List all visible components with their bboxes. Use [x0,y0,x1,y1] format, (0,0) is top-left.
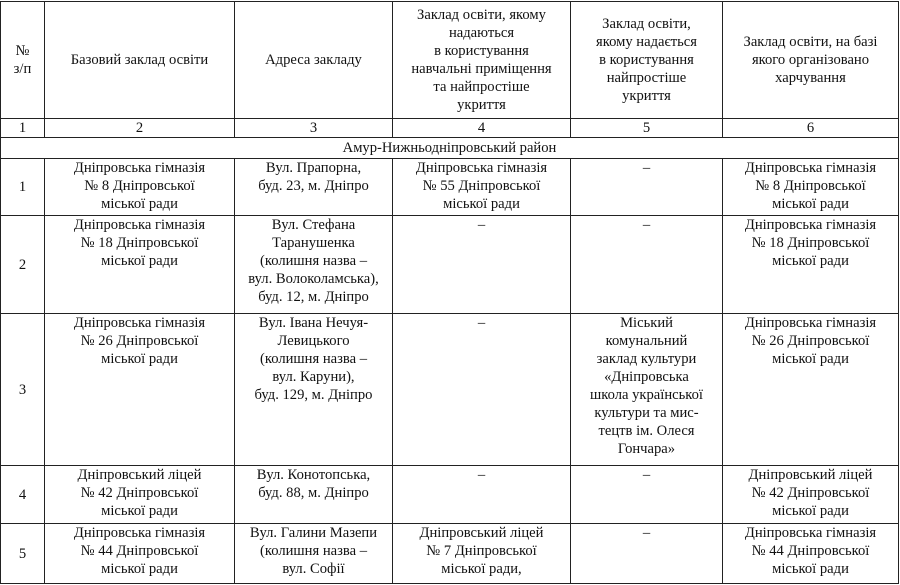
row-number: 4 [1,466,45,524]
row-number: 5 [1,524,45,584]
shelter-school-cell: – [571,466,723,524]
header-premises-school: Заклад освіти, якому надаються в користування навчальні приміщення та найпростіше укриття [393,2,571,119]
column-number: 5 [571,119,723,138]
premises-school-cell: Дніпровська гімназія № 55 Дніпровської міської ради [393,159,571,216]
column-number: 2 [45,119,235,138]
shelter-school-cell: – [571,216,723,314]
base-school-cell: Дніпровська гімназія № 18 Дніпровської міської ради [45,216,235,314]
header-row [1,2,899,119]
address-cell: Вул. Галини Мазепи (колишня назва – вул. Софії [235,524,393,584]
column-number: 6 [723,119,899,138]
premises-school-cell: – [393,216,571,314]
premises-school-cell: Дніпровський ліцей № 7 Дніпровської міської ради, [393,524,571,584]
row-number: 1 [1,159,45,216]
food-school-cell: Дніпровська гімназія № 18 Дніпровської міської ради [723,216,899,314]
schools-table [0,1,899,584]
food-school-cell: Дніпровська гімназія № 26 Дніпровської міської ради [723,314,899,466]
table-row [1,216,899,314]
base-school-cell: Дніпровська гімназія № 44 Дніпровської міської ради [45,524,235,584]
premises-school-cell: – [393,314,571,466]
header-base-school: Базовий заклад освіти [45,2,235,119]
shelter-school-cell: Міський комунальний заклад культури «Дніпровська школа української культури та мис- тецтв ім. Олеся Гончара» [571,314,723,466]
column-number: 3 [235,119,393,138]
address-cell: Вул. Стефана Таранушенка (колишня назва – вул. Волоколамська), буд. 12, м. Дніпро [235,216,393,314]
row-number: 3 [1,314,45,466]
header-number: № з/п [1,2,45,119]
row-number: 2 [1,216,45,314]
table-row [1,466,899,524]
column-number: 1 [1,119,45,138]
base-school-cell: Дніпровський ліцей № 42 Дніпровської міської ради [45,466,235,524]
food-school-cell: Дніпровська гімназія № 8 Дніпровської міської ради [723,159,899,216]
table-row [1,159,899,216]
address-cell: Вул. Івана Нечуя- Левицького (колишня назва – вул. Каруни), буд. 129, м. Дніпро [235,314,393,466]
base-school-cell: Дніпровська гімназія № 8 Дніпровської міської ради [45,159,235,216]
table-row [1,524,899,584]
premises-school-cell: – [393,466,571,524]
base-school-cell: Дніпровська гімназія № 26 Дніпровської міської ради [45,314,235,466]
shelter-school-cell: – [571,524,723,584]
header-food-school: Заклад освіти, на базі якого організовано харчування [723,2,899,119]
address-cell: Вул. Прапорна, буд. 23, м. Дніпро [235,159,393,216]
region-row [1,138,899,159]
header-shelter-school: Заклад освіти, якому надається в користування найпростіше укриття [571,2,723,119]
column-numbers-row [1,119,899,138]
food-school-cell: Дніпровська гімназія № 44 Дніпровської міської ради [723,524,899,584]
food-school-cell: Дніпровський ліцей № 42 Дніпровської міської ради [723,466,899,524]
address-cell: Вул. Конотопська, буд. 88, м. Дніпро [235,466,393,524]
shelter-school-cell: – [571,159,723,216]
column-number: 4 [393,119,571,138]
table-row [1,314,899,466]
region-title: Амур-Нижньодніпровський район [1,138,899,159]
header-address: Адреса закладу [235,2,393,119]
